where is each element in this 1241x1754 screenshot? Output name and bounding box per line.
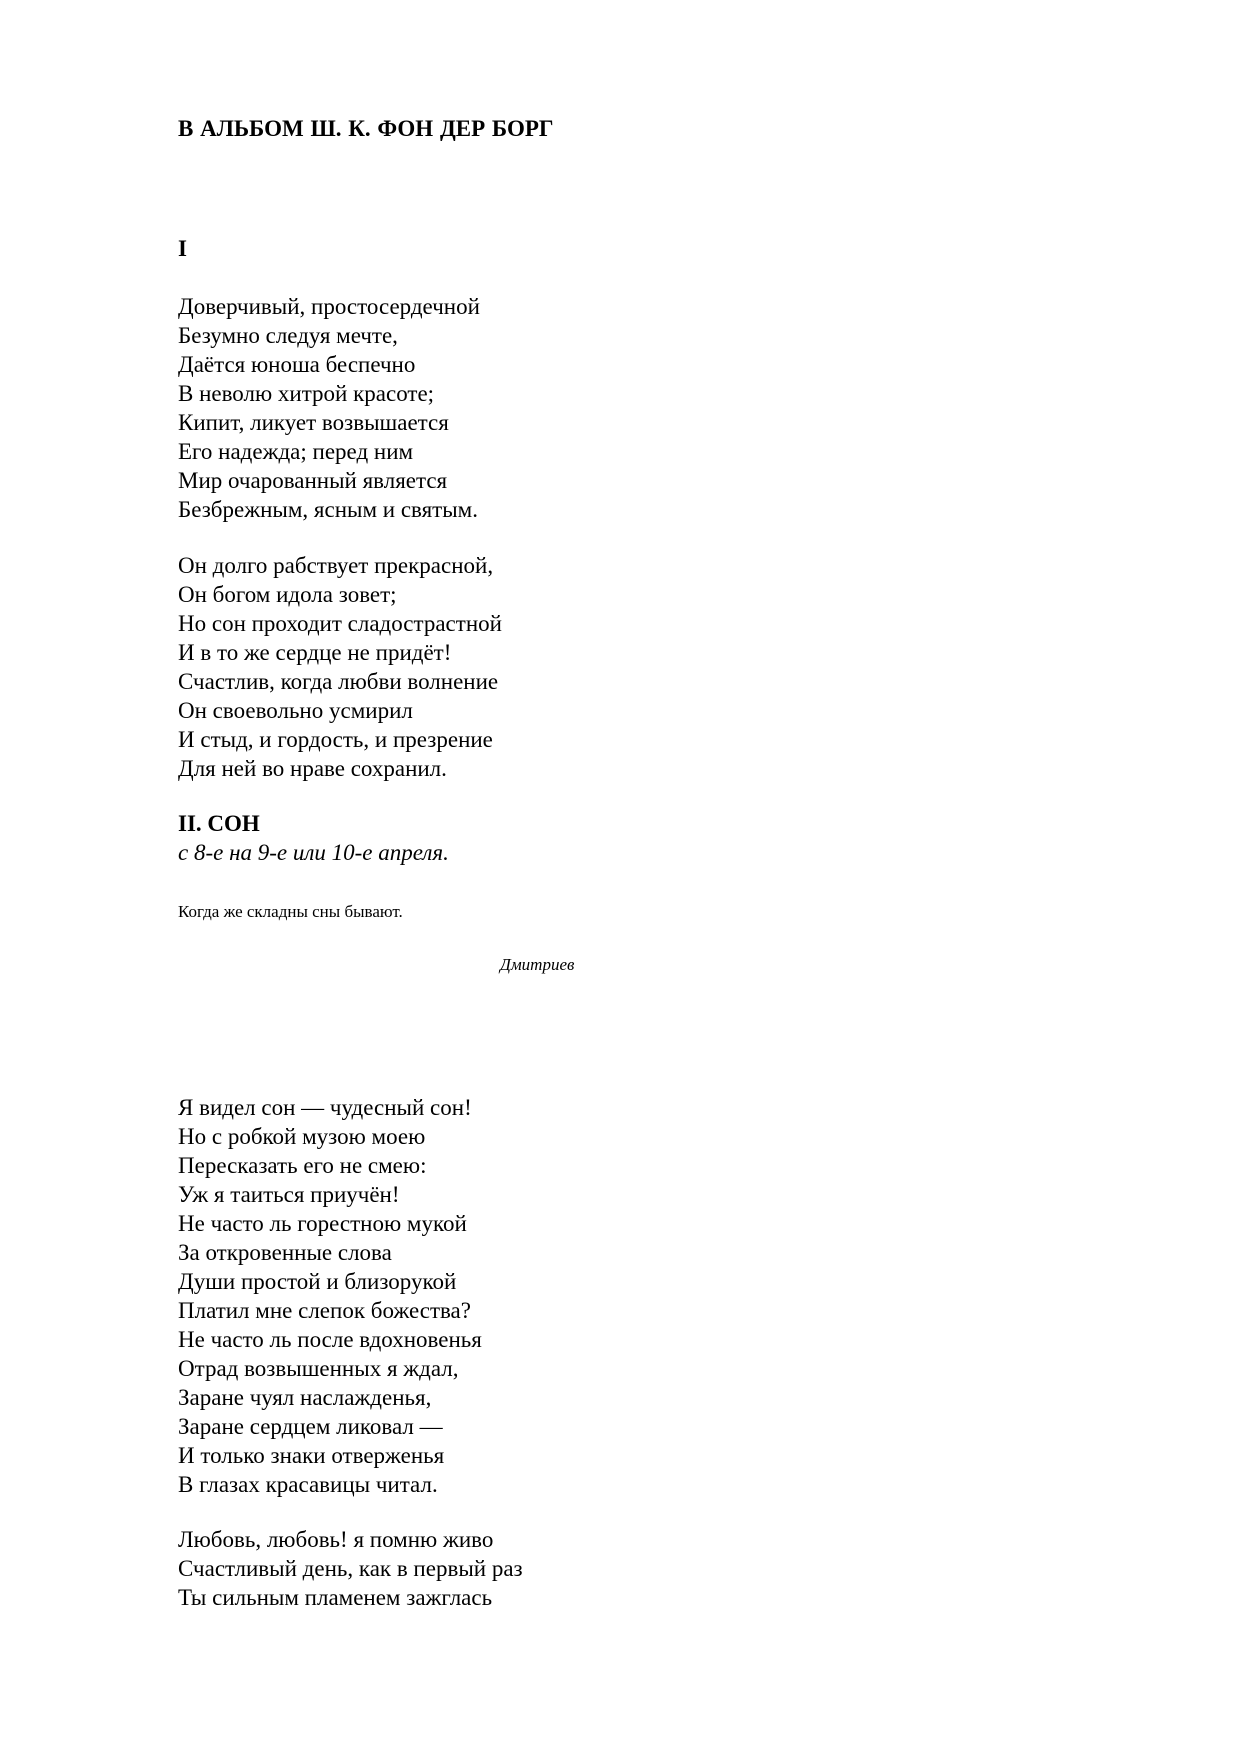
verse-line: Отрад возвышенных я ждал, [178, 1356, 459, 1381]
verse-line: В глазах красавицы читал. [178, 1472, 438, 1497]
verse-line: И только знаки отверженья [178, 1443, 445, 1468]
verse-line: Я видел сон — чудесный сон! [178, 1095, 472, 1120]
verse-line: Даётся юноша беспечно [178, 352, 416, 377]
verse-line: Не часто ль после вдохновенья [178, 1327, 482, 1352]
stanza [178, 551, 502, 783]
verse-line: Его надежда; перед ним [178, 439, 414, 464]
part-two-title: II. СОН [178, 811, 260, 836]
verse-line: Уж я таиться приучён! [178, 1182, 400, 1207]
verse-line: Для ней во нраве сохранил. [178, 756, 447, 781]
verse-line: Любовь, любовь! я помню живо [178, 1527, 494, 1552]
verse-line: Он богом идола зовет; [178, 582, 397, 607]
epigraph: Когда же складны сны бывают. [178, 902, 403, 921]
verse-line: Мир очарованный является [178, 468, 448, 493]
verse-line: Кипит, ликует возвышается [178, 410, 449, 435]
verse-line: Доверчивый, простосердечной [178, 294, 480, 319]
verse-line: Ты сильным пламенем зажглась [178, 1585, 493, 1610]
verse-line: Платил мне слепок божества? [178, 1298, 471, 1323]
verse-line: Но сон проходит сладострастной [178, 611, 502, 636]
verse-line: Счастлив, когда любви волнение [178, 669, 499, 694]
verse-line: Пересказать его не смею: [178, 1153, 427, 1178]
part-two-date: с 8-е на 9-е или 10-е апреля. [178, 840, 449, 865]
verse-line: Он своевольно усмирил [178, 698, 413, 723]
poem-title: В АЛЬБОМ Ш. К. ФОН ДЕР БОРГ [178, 116, 554, 141]
verse-line: Души простой и близорукой [178, 1269, 457, 1294]
stanza [178, 1525, 523, 1612]
verse-line: За откровенные слова [178, 1240, 392, 1265]
verse-line: Он долго рабствует прекрасной, [178, 553, 494, 578]
verse-line: Заране чуял наслажденья, [178, 1385, 432, 1410]
verse-line: Безбрежным, ясным и святым. [178, 497, 478, 522]
stanza [178, 292, 480, 524]
verse-line: В неволю хитрой красоте; [178, 381, 435, 406]
stanza [178, 1093, 482, 1499]
verse-line: Заране сердцем ликовал — [178, 1414, 443, 1439]
part-one-number: I [178, 236, 187, 261]
verse-line: Счастливый день, как в первый раз [178, 1556, 523, 1581]
epigraph-author: Дмитриев [500, 955, 575, 974]
verse-line: Но с робкой музою моею [178, 1124, 426, 1149]
verse-line: Не часто ль горестною мукой [178, 1211, 467, 1236]
verse-line: Безумно следуя мечте, [178, 323, 398, 348]
verse-line: И стыд, и гордость, и презрение [178, 727, 493, 752]
verse-line: И в то же сердце не придёт! [178, 640, 452, 665]
